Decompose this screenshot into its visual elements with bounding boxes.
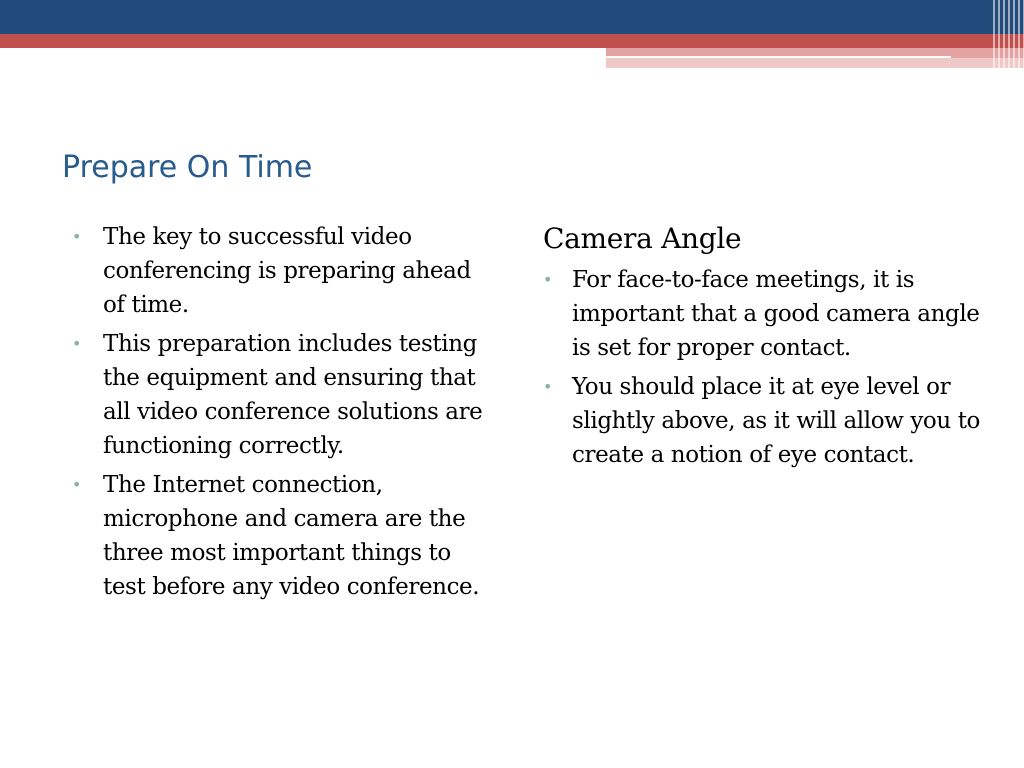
bullet-text: The Internet connection, microphone and camera are the three most important things to test before any video conference. bbox=[103, 472, 480, 600]
left-column bbox=[72, 220, 492, 609]
bullet-icon: • bbox=[543, 377, 553, 396]
header-stripes bbox=[990, 0, 1024, 68]
header-red-band bbox=[0, 34, 1024, 48]
bullet-text: This preparation includes testing the equipment and ensuring that all video conference solutions are functioning correctly. bbox=[103, 331, 483, 459]
bullet-text: You should place it at eye level or slightly above, as it will allow you to create a notion of eye contact. bbox=[572, 374, 980, 468]
header-accent-band-light bbox=[606, 58, 1024, 68]
bullet-item bbox=[543, 263, 983, 365]
right-column bbox=[543, 222, 983, 477]
bullet-item bbox=[72, 468, 492, 604]
bullet-item bbox=[72, 220, 492, 322]
bullet-text: For face-to-face meetings, it is important that a good camera angle is set for proper contact. bbox=[572, 267, 980, 361]
bullet-icon: • bbox=[72, 227, 82, 246]
bullet-item bbox=[72, 327, 492, 463]
header-blue-band bbox=[0, 0, 1024, 34]
column-heading: Camera Angle bbox=[543, 222, 742, 255]
bullet-icon: • bbox=[72, 334, 82, 353]
bullet-icon: • bbox=[543, 270, 553, 289]
left-bullet-list bbox=[72, 220, 492, 604]
header-accent-line bbox=[606, 56, 951, 58]
bullet-text: The key to successful video conferencing is preparing ahead of time. bbox=[103, 224, 471, 318]
bullet-icon: • bbox=[72, 475, 82, 494]
slide-title: Prepare On Time bbox=[62, 150, 313, 185]
bullet-item bbox=[543, 370, 983, 472]
right-bullet-list bbox=[543, 263, 983, 472]
